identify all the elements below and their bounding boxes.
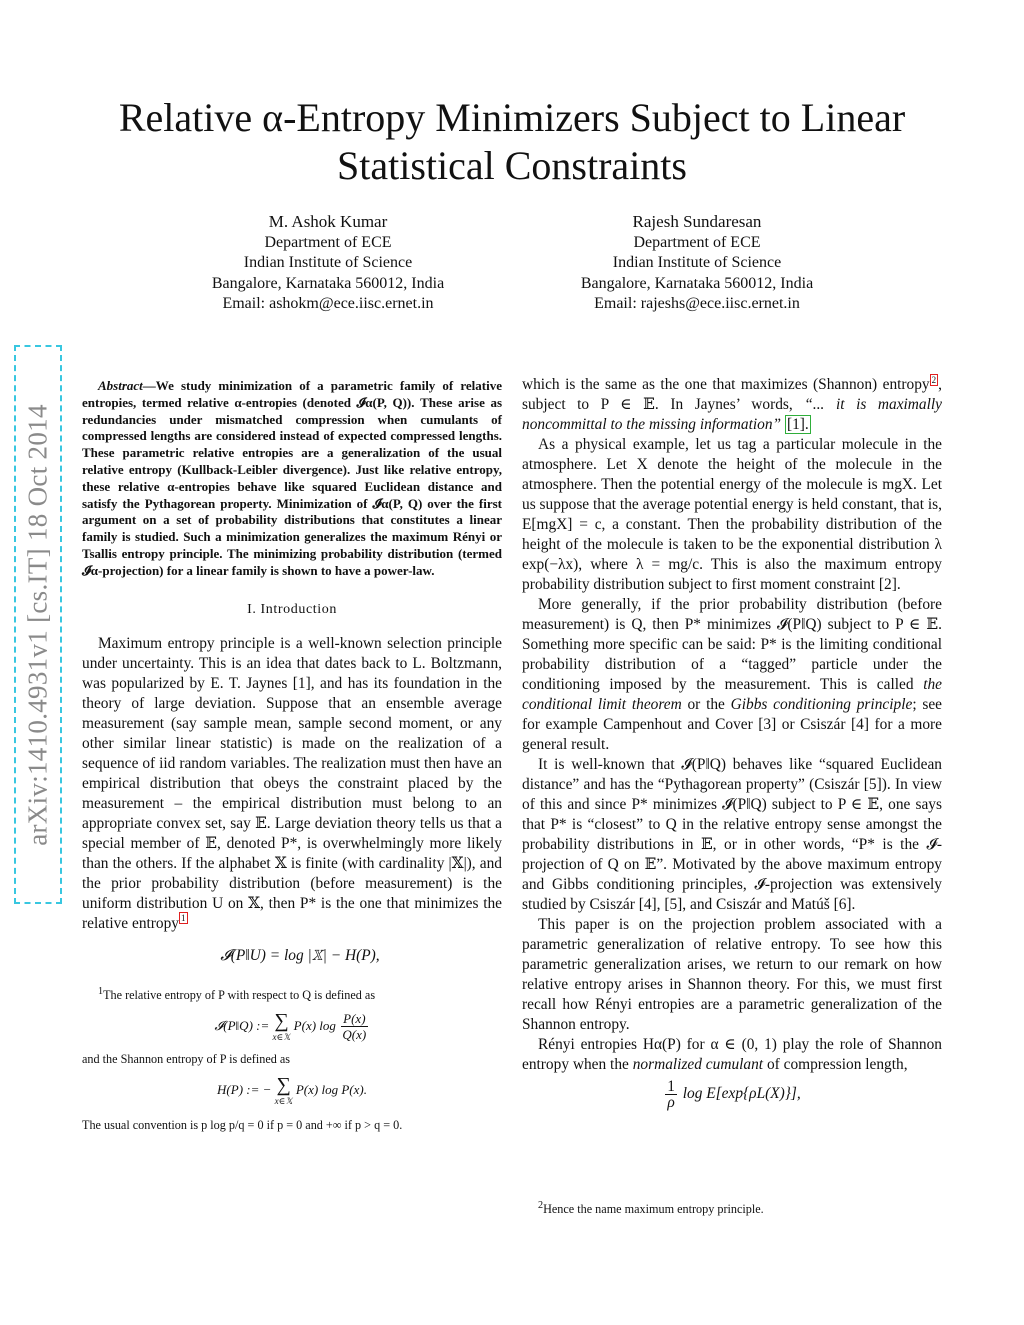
- author-institute: Indian Institute of Science: [243, 254, 413, 271]
- fraction: $\frac{1}{\rho}$: [667, 1078, 675, 1111]
- author-block-2: [537, 212, 857, 315]
- right-paragraph-4: It is well-known that 𝓘(P‖Q) behaves like “squared Euclidean distance” and has the “Pythagorean property” (Csiszár [5]). In view of this and since P* minimizes 𝓘(P‖Q) subject to P ∈ 𝔼, one says that P* is “closest” to Q in the relative entropy sense amongst the probability distributions in 𝔼, or in other words, “P* is the 𝓘-projection of Q on 𝔼”. Motivated by the above maximum entropy and Gibbs conditioning principles, 𝓘-projection was extensively studied by Csiszár [4], [5], and Csiszár and Matúš [6].: [522, 756, 942, 913]
- abstract-text: —We study minimization of a parametric family of relative entropies, termed relative α-entropies (denoted 𝓘α(P, Q)). These arise as redundancies under mismatched compression when cumulants of compressed lengths are considered instead of expected compressed lengths. These parametric relative entropies are a generalization of the usual relative entropy (Kullback-Leibler divergence). Just like relative entropy, these relative α-entropies behave like squared Euclidean distance and satisfy the Pythagorean property. Minimization of 𝓘α(P, Q) over the first argument on a set of probability distributions that constitutes a linear family is studied. Such a minimization generalizes the maximum Rényi or Tsallis entropy principle. The minimizing probability distribution (termed 𝓘α-projection) for a linear family is shown to have a power-law.: [82, 378, 502, 578]
- title-line-2: Statistical Constraints: [337, 143, 687, 188]
- author-name: Rajesh Sundaresan: [632, 212, 762, 231]
- author-name: M. Ashok Kumar: [268, 212, 388, 231]
- footnote-link-1[interactable]: 1: [181, 913, 186, 924]
- title-line-1: Relative α-Entropy Minimizers Subject to Linear: [118, 95, 906, 140]
- intro-paragraph-1: Maximum entropy principle is a well-known selection principle under uncertainty. This is an idea that dates back to L. Boltzmann, was popularized by E. T. Jaynes [1], and has its foundation in the theory of large deviation. Suppose that an ensemble average measurement (say sample mean, sample second moment, or any other similar linear statistic) is made on the realization of a sequence of iid random variables. The realization must then have an empirical distribution that obeys the constraint placed by the measurement – the empirical distribution must belong to an appropriate convex set, say 𝔼. Large deviation theory tells us that a special member of 𝔼, denoted P*, is overwhelmingly more likely than the others. If the alphabet 𝕏 is finite (with cardinality |𝕏|), and the prior probability distribution (before measurement) is the uniform distribution U on 𝕏, then P* is the one that minimizes the relative entropy $^1$: [82, 634, 502, 932]
- author-block-1: [168, 212, 488, 315]
- right-paragraph-1: which is the same as the one that maximizes (Shannon) entropy $^2$ , subject to P ∈ 𝔼. In Jaynes’ words, “... it is maximally noncommittal to the missing information” [1].: [522, 374, 943, 433]
- author-email: Email: ashokm@ece.iisc.ernet.in: [222, 295, 434, 312]
- equation-normalized-cumulant: $\frac{1}{\rho}$ log E[exp{ρL(X)}],: [667, 1078, 801, 1111]
- abstract-label: Abstract: [98, 378, 143, 393]
- right-paragraph-6: Rényi entropies Hα(P) for α ∈ (0, 1) play the role of Shannon entropy when the normalized cumulant of compression length,: [522, 1036, 942, 1073]
- footnote-link-2[interactable]: 2: [931, 374, 937, 385]
- paper-title: [0, 94, 1024, 190]
- citation-1[interactable]: [1].: [786, 416, 809, 433]
- right-paragraph-3: More generally, if the prior probability distribution (before measurement) is Q, then P* minimizes 𝓘(P‖Q) subject to P ∈ 𝔼. Something more specific can be said: P* is the limiting conditional probability distribution of a “tagged” particle under the conditioning imposed by the measurement. This is called the conditional limit theorem or the Gibbs conditioning principle; see for example Campenhout and Cover [3] or Csiszár [4] for a more general result.: [522, 596, 943, 753]
- summation-symbol: ∑ x∈𝕏: [272, 1009, 291, 1042]
- fraction: $\frac{P(x)}{Q(x)}$: [342, 1011, 367, 1043]
- left-column: [82, 378, 502, 1133]
- footnote-1-text: $^1$The relative entropy of P with respect to Q is defined as: [98, 985, 376, 1002]
- author-address: Bangalore, Karnataka 560012, India: [580, 274, 814, 292]
- author-institute: Indian Institute of Science: [612, 254, 782, 271]
- right-column: [522, 375, 942, 1114]
- author-address: Bangalore, Karnataka 560012, India: [211, 274, 445, 292]
- arxiv-identifier: arXiv:1410.4931v1 [cs.IT] 18 Oct 2014: [22, 403, 53, 846]
- arxiv-sidebar-stamp: [14, 345, 62, 904]
- right-paragraph-5: This paper is on the projection problem associated with a parametric generalization of relative entropy. To see how this parametric generalization arises, we return to our remark on how relative entropy arises in Shannon theory. For this, we must first recall how Rényi entropies are a parametric generalization of the Shannon entropy.: [522, 916, 942, 1033]
- footnote-1-text-3: The usual convention is p log p/q = 0 if p = 0 and +∞ if p > q = 0.: [82, 1117, 403, 1132]
- footnote-1-mark: 1: [98, 985, 104, 997]
- footnote-2-text: $^2$Hence the name maximum entropy principle.: [538, 1200, 764, 1217]
- footnote-1: [82, 984, 502, 1133]
- footnote-1-text-2: and the Shannon entropy of P is defined as: [82, 1051, 291, 1066]
- abstract: [82, 378, 502, 580]
- author-email: Email: rajeshs@ece.iisc.ernet.in: [594, 295, 800, 312]
- author-department: Department of ECE: [633, 233, 761, 251]
- summation-symbol: ∑ x∈𝕏: [274, 1073, 293, 1106]
- right-paragraph-2: As a physical example, let us tag a particular molecule in the atmosphere. Let X denote the height of the molecule in the atmosphere. Then the potential energy of the molecule is mgX. Let us suppose that the average potential energy is held constant, that is, E[mgX] = c, a constant. Then the probability distribution of the height of the molecule is taken to be the exponential distribution λ exp(−λx), where λ = mg/c. This is also the maximum entropy probability distribution subject to first moment constraint [2].: [522, 436, 942, 593]
- footnote-2: [522, 1198, 942, 1217]
- footnote-2-mark: 2: [538, 1200, 544, 1211]
- author-department: Department of ECE: [264, 233, 392, 251]
- equation-relative-entropy-uniform: 𝓘(P‖U) = log |𝕏| − H(P),: [220, 946, 380, 964]
- footnote-equation-relative-entropy: 𝓘(P‖Q) := ∑ x∈𝕏 P(x) log $\frac{P(x)}{Q(x)}$: [214, 1009, 367, 1043]
- footnote-equation-shannon-entropy: H(P) := − ∑ x∈𝕏 P(x) log P(x).: [217, 1073, 367, 1106]
- section-heading-introduction: I. Introduction: [247, 601, 337, 617]
